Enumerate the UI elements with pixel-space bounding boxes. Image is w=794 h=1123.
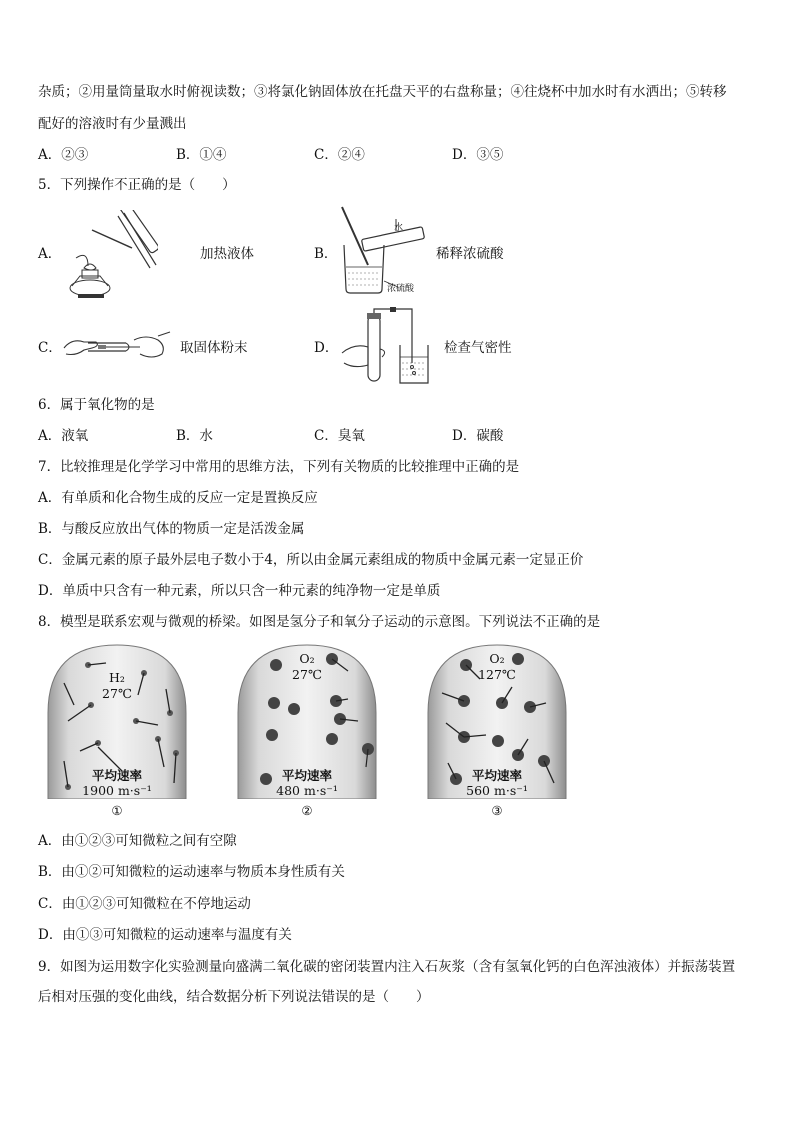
q5-option-d-letter: D． bbox=[314, 340, 339, 356]
q6-option-a: A．液氧 bbox=[38, 428, 89, 444]
jar1-rate: 1900 m·s⁻¹ bbox=[82, 783, 152, 798]
q8-option-b: B．由①②可知微粒的运动速率与物质本身性质有关 bbox=[38, 864, 345, 880]
q9-text-line1: 9．如图为运用数字化实验测量向盛满二氧化碳的密闭装置内注入石灰浆（含有氢氧化钙的白色浑浊液体）并振荡装置 bbox=[38, 959, 736, 975]
q7-option-d: D．单质中只含有一种元素，所以只含一种元素的纯净物一定是单质 bbox=[38, 583, 441, 599]
jar3-rate-label: 平均速率 bbox=[471, 768, 522, 783]
jar3-gas: O₂ bbox=[489, 651, 505, 666]
q4-option-d: D．③⑤ bbox=[452, 147, 504, 163]
jar3-number: ③ bbox=[491, 803, 503, 818]
q6-stem: 6．属于氧化物的是 bbox=[38, 397, 155, 413]
q7-option-b: B．与酸反应放出气体的物质一定是活泼金属 bbox=[38, 521, 305, 537]
q5-option-c-text: 取固体粉末 bbox=[180, 340, 248, 356]
q8-option-c: C．由①②③可知微粒在不停地运动 bbox=[38, 896, 251, 912]
q5-option-b-text: 稀释浓硫酸 bbox=[436, 246, 504, 262]
q7-option-a: A．有单质和化合物生成的反应一定是置换反应 bbox=[38, 490, 318, 506]
acid-label: 浓硫酸 bbox=[387, 284, 415, 294]
q4-option-b: B．①④ bbox=[176, 147, 227, 163]
dilute-acid-figure bbox=[336, 205, 431, 297]
jar3-temp: 127℃ bbox=[478, 667, 516, 682]
q8-option-a: A．由①②③可知微粒之间有空隙 bbox=[38, 833, 237, 849]
jar1-rate-label: 平均速率 bbox=[91, 768, 142, 783]
q7-stem: 7．比较推理是化学学习中常用的思维方法，下列有关物质的比较推理中正确的是 bbox=[38, 459, 520, 475]
q9-text-line2: 后相对压强的变化曲线，结合数据分析下列说法错误的是（ ） bbox=[38, 989, 430, 1005]
q5-stem: 5．下列操作不正确的是（ ） bbox=[38, 177, 236, 193]
jar2-rate-label: 平均速率 bbox=[281, 768, 332, 783]
water-label: 水 bbox=[394, 223, 404, 233]
q4-option-a: A．②③ bbox=[38, 147, 89, 163]
q5-option-c-letter: C． bbox=[38, 340, 62, 356]
q8-stem: 8．模型是联系宏观与微观的桥梁。如图是氢分子和氧分子运动的示意图。下列说法不正确的是 bbox=[38, 614, 601, 630]
q6-option-b: B．水 bbox=[176, 428, 213, 444]
jar1-temp: 27℃ bbox=[102, 686, 132, 701]
jar1-gas: H₂ bbox=[109, 670, 125, 685]
q6-option-d: D．碳酸 bbox=[452, 428, 504, 444]
jar2-temp: 27℃ bbox=[292, 667, 322, 682]
take-powder-figure bbox=[62, 328, 174, 364]
q5-option-d-text: 检查气密性 bbox=[444, 340, 512, 356]
q7-option-c: C．金属元素的原子最外层电子数小于4，所以由金属元素组成的物质中金属元素一定显正价 bbox=[38, 552, 584, 568]
q5-option-a-letter: A． bbox=[38, 246, 62, 262]
jar2-gas: O₂ bbox=[299, 651, 315, 666]
q5-option-a-text: 加热液体 bbox=[200, 246, 254, 262]
q5-option-b-letter: B． bbox=[314, 246, 338, 262]
q4-text-line2: 配好的溶液时有少量溅出 bbox=[38, 116, 187, 132]
jar1-number: ① bbox=[111, 803, 123, 818]
heating-liquid-figure bbox=[62, 210, 158, 300]
jar2-rate: 480 m·s⁻¹ bbox=[276, 783, 338, 798]
q6-option-c: C．臭氧 bbox=[314, 428, 365, 444]
airtightness-check-figure bbox=[340, 307, 432, 387]
q8-option-d: D．由①③可知微粒的运动速率与温度有关 bbox=[38, 927, 292, 943]
jar2-number: ② bbox=[301, 803, 313, 818]
q4-option-c: C．②④ bbox=[314, 147, 365, 163]
q4-text-line1: 杂质；②用量筒量取水时俯视读数；③将氯化钠固体放在托盘天平的右盘称量；④往烧杯中加水时有水洒出；⑤转移 bbox=[38, 84, 727, 100]
jar3-rate: 560 m·s⁻¹ bbox=[466, 783, 528, 798]
